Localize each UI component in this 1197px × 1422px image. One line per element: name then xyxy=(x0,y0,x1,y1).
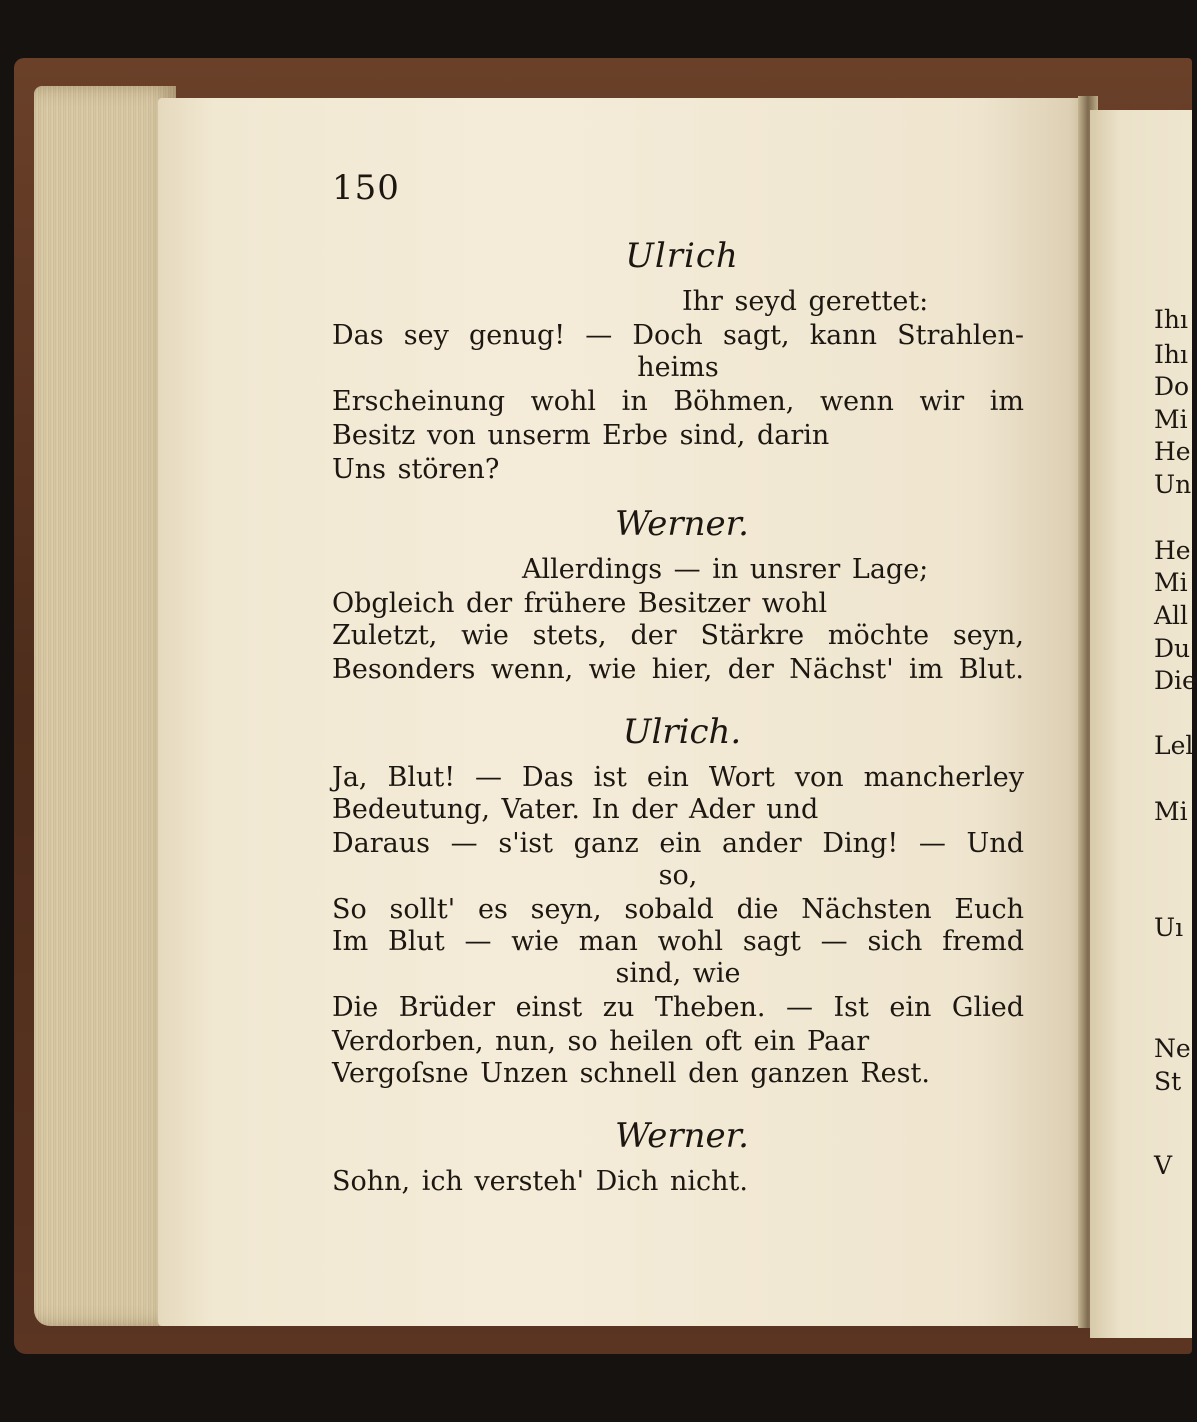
verse-line: sind, wie xyxy=(615,958,741,989)
verse-line: Besonders wenn, wie hier, der Nächst' im Blut. xyxy=(332,654,1024,685)
verse-line: Das sey genug! — Doch sagt, kann Strahlen- xyxy=(332,320,1024,351)
facing-fragment: Mi xyxy=(1154,797,1188,826)
speaker-label: Werner. xyxy=(615,1116,749,1156)
verse-line: heims xyxy=(637,352,719,383)
verse-line: so, xyxy=(658,860,698,891)
facing-fragment: Ne xyxy=(1154,1034,1191,1063)
verse-line: Daraus — s'ist ganz ein ander Ding! — Und xyxy=(332,828,1024,859)
page-edges xyxy=(34,86,176,1326)
facing-fragment: St xyxy=(1154,1067,1182,1096)
facing-fragment: Mi xyxy=(1154,405,1188,434)
verse-line: Erscheinung wohl in Böhmen, wenn wir im xyxy=(332,386,1024,417)
verse-line: Vergoſsne Unzen schnell den ganzen Rest. xyxy=(332,1058,930,1089)
facing-fragment: V xyxy=(1154,1151,1173,1180)
facing-fragment: Do xyxy=(1154,372,1190,401)
facing-fragment: Ihı xyxy=(1154,340,1188,369)
verse-line: Bedeutung, Vater. In der Ader und xyxy=(332,794,819,825)
verse-line: Ihr seyd gerettet: xyxy=(682,286,929,317)
verse-line: Verdorben, nun, so heilen oft ein Paar xyxy=(332,1026,870,1057)
verse-line: Im Blut — wie man wohl sagt — sich fremd xyxy=(332,926,1024,957)
page-number: 150 xyxy=(332,168,400,208)
facing-fragment: He xyxy=(1154,536,1191,565)
verse-line: Besitz von unserm Erbe sind, darin xyxy=(332,420,830,451)
verse-line: Die Brüder einst zu Theben. — Ist ein Glied xyxy=(332,992,1024,1023)
facing-fragment: Die xyxy=(1154,666,1197,695)
speaker-label: Ulrich. xyxy=(622,712,742,752)
verse-line: Uns stören? xyxy=(332,454,500,485)
verse-line: So sollt' es seyn, sobald die Nächsten Euch xyxy=(332,894,1024,925)
verse-line: Ja, Blut! — Das ist ein Wort von mancherley xyxy=(332,762,1024,793)
facing-fragment: Uı xyxy=(1154,913,1184,942)
speaker-label: Werner. xyxy=(615,504,749,544)
facing-fragment: Du xyxy=(1154,634,1191,663)
verse-line: Obgleich der frühere Besitzer wohl xyxy=(332,588,828,619)
verse-line: Sohn, ich versteh' Dich nicht. xyxy=(332,1166,748,1197)
facing-fragment: Un xyxy=(1154,470,1192,499)
facing-fragment: He xyxy=(1154,437,1191,466)
facing-fragment: Lel xyxy=(1154,731,1194,760)
facing-fragment: All xyxy=(1154,601,1189,630)
verse-line: Allerdings — in unsrer Lage; xyxy=(522,554,929,585)
facing-fragment: Ihı xyxy=(1154,305,1188,334)
speaker-label: Ulrich xyxy=(625,236,739,276)
verse-line: Zuletzt, wie stets, der Stärkre möchte seyn, xyxy=(332,620,1024,651)
facing-fragment: Mi xyxy=(1154,568,1188,597)
